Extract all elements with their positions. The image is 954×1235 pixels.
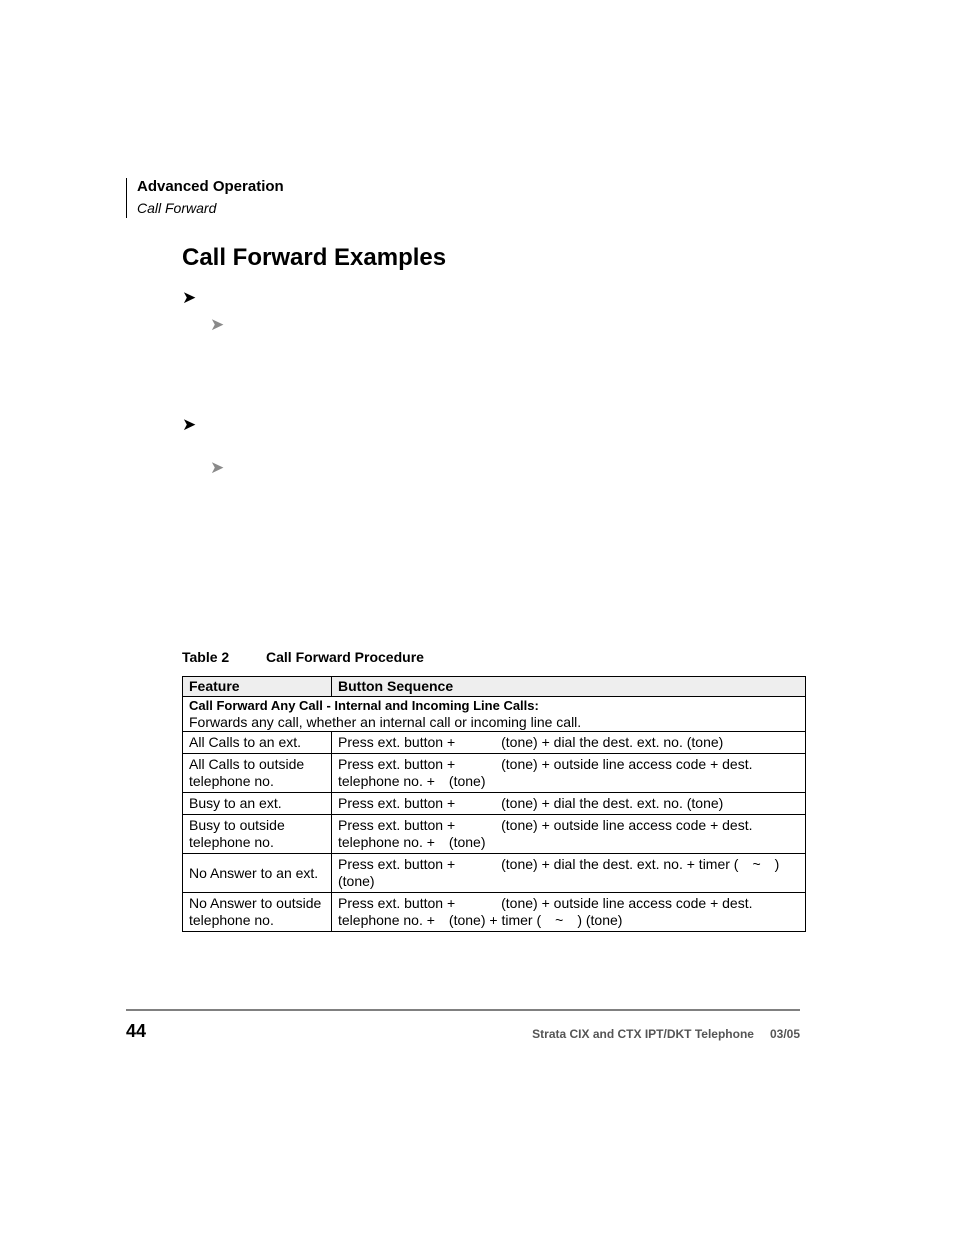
sequence-cell: Press ext. button + (tone) + dial the dest. ext. no. (tone) [332, 793, 806, 815]
group-title: Call Forward Any Call - Internal and Incoming Line Calls: [189, 698, 539, 713]
feature-cell: All Calls to an ext. [183, 732, 332, 754]
bullet-arrow-icon: ➤ [182, 288, 197, 307]
sequence-cell: Press ext. button + (tone) + dial the dest. ext. no. (tone) [332, 732, 806, 754]
header-subsection: Call Forward [137, 200, 217, 216]
feature-cell: Busy to an ext. [183, 793, 332, 815]
feature-cell: Busy to outside telephone no. [183, 815, 332, 854]
table-caption-number: Table 2 [182, 649, 230, 665]
table-caption [182, 649, 424, 665]
header-section: Advanced Operation [137, 178, 284, 195]
page-title: Call Forward Examples [182, 244, 447, 271]
header-rule [126, 178, 127, 218]
table-header-row [183, 677, 806, 697]
sequence-cell: Press ext. button + (tone) + dial the dest. ext. no. + timer ( ~ ) (tone) [332, 854, 806, 893]
page-number: 44 [126, 1021, 147, 1041]
sequence-cell: Press ext. button + (tone) + outside line access code + dest. telephone no. + (tone) [332, 815, 806, 854]
feature-cell: No Answer to an ext. [183, 854, 332, 893]
footer-product-name: Strata CIX and CTX IPT/DKT Telephone [532, 1027, 754, 1041]
table-caption-title: Call Forward Procedure [266, 649, 424, 665]
sub-bullet-arrow-icon: ➤ [210, 458, 225, 477]
table-row [183, 793, 806, 815]
table-row [183, 754, 806, 793]
feature-cell: No Answer to outside telephone no. [183, 893, 332, 932]
table-row [183, 854, 806, 893]
call-forward-table [182, 676, 806, 932]
sequence-cell: Press ext. button + (tone) + outside line access code + dest. telephone no. + (tone) [332, 754, 806, 793]
table-row [183, 893, 806, 932]
table-row [183, 732, 806, 754]
group-description: Forwards any call, whether an internal call or incoming line call. [189, 714, 582, 730]
column-header: Button Sequence [332, 677, 806, 697]
footer-date: 03/05 [769, 1027, 800, 1041]
bullet-arrow-icon: ➤ [182, 415, 197, 434]
column-header: Feature [183, 677, 332, 697]
footer-rule [126, 1009, 800, 1011]
table-row [183, 815, 806, 854]
feature-cell: All Calls to outside telephone no. [183, 754, 332, 793]
footer-product [532, 1027, 800, 1041]
table-group-row [183, 697, 806, 732]
sub-bullet-arrow-icon: ➤ [210, 315, 225, 334]
sequence-cell: Press ext. button + (tone) + outside line access code + dest. telephone no. + (tone) + timer ( ~ ) (tone) [332, 893, 806, 932]
